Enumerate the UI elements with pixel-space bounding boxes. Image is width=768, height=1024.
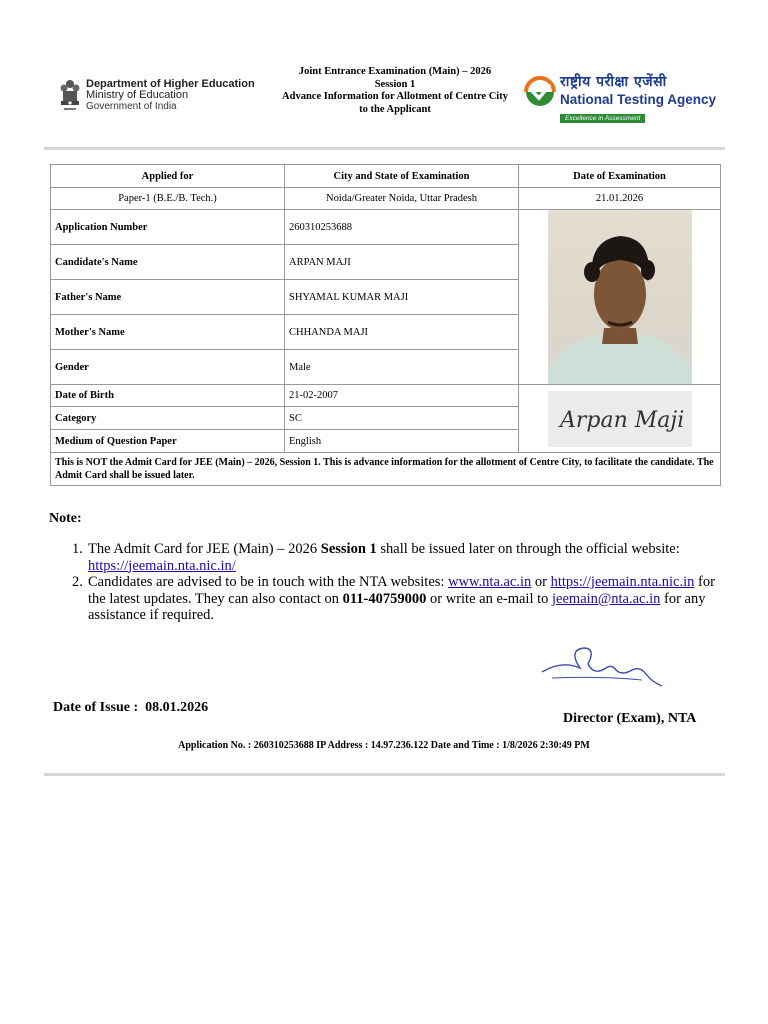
- jeemain-website-link[interactable]: https://jeemain.nta.nic.in/: [88, 557, 236, 574]
- note-text: Candidates are advised to be in touch with the NTA websites:: [88, 574, 449, 590]
- nta-logo-icon: [524, 76, 556, 110]
- nta-tagline: Excellence in Assessment: [560, 114, 645, 123]
- table-row: [51, 385, 721, 407]
- title-line-4: to the Applicant: [359, 103, 431, 115]
- note-bold-text: Session 1: [320, 541, 377, 557]
- moe-branding: [86, 79, 255, 112]
- nta-english-name: National Testing Agency: [560, 92, 717, 107]
- note-text: The Admit Card for JEE (Main) – 2026: [88, 541, 321, 557]
- application-number-value: 260310253688: [285, 210, 519, 245]
- row-label: Category: [51, 407, 285, 430]
- notice-row: [51, 453, 721, 486]
- signature-text: Arpan Maji: [559, 407, 684, 433]
- moe-department: Department of Higher Education: [86, 78, 255, 90]
- applied-for-value: Paper-1 (B.E./B. Tech.): [51, 188, 285, 210]
- candidate-name-value: ARPAN MAJI: [285, 245, 519, 280]
- title-line-2: Session 1: [374, 78, 416, 90]
- nta-branding: [560, 72, 716, 125]
- row-label: Mother's Name: [51, 315, 285, 350]
- candidate-info-table: [50, 164, 721, 486]
- signature-cell: [519, 385, 721, 453]
- note-text: shall be issued later on through the official website:: [376, 541, 680, 557]
- footer-app-label: Application No. :: [178, 740, 252, 751]
- notes-list: [72, 541, 728, 624]
- table-header-row: [51, 165, 721, 188]
- note-text: or: [531, 574, 551, 590]
- national-emblem-icon: [58, 78, 82, 114]
- item-number: 1.: [72, 541, 83, 557]
- father-name-value: SHYAMAL KUMAR MAJI: [285, 280, 519, 315]
- row-label: Gender: [51, 350, 285, 385]
- row-label: Date of Birth: [51, 385, 285, 407]
- issue-label: Date of Issue :: [53, 700, 139, 715]
- row-label: Candidate's Name: [51, 245, 285, 280]
- item-number: 2.: [72, 574, 83, 590]
- director-title: Director (Exam), NTA: [563, 711, 697, 726]
- issue-date: 08.01.2026: [145, 700, 209, 715]
- footer-dt-label: Date and Time :: [430, 740, 500, 751]
- exam-date-value: 21.01.2026: [519, 188, 721, 210]
- list-item: [72, 541, 728, 574]
- admit-card-notice: This is NOT the Admit Card for JEE (Main) – 2026, Session 1. This is advance information for the allotment of Centre City, to facilitate the candidate. The Admit Card shall be issued later.: [51, 453, 721, 486]
- table-row: [51, 210, 721, 245]
- contact-phone: 011-40759000: [342, 590, 427, 607]
- photo-cell: [519, 210, 721, 385]
- header-city-state: City and State of Examination: [285, 165, 519, 188]
- note-text: for any assistance if required.: [88, 590, 706, 623]
- row-label: Father's Name: [51, 280, 285, 315]
- exam-info-row: [51, 188, 721, 210]
- row-label: Medium of Question Paper: [51, 430, 285, 453]
- mother-name-value: CHHANDA MAJI: [285, 315, 519, 350]
- moe-government: Government of India: [86, 101, 177, 112]
- list-item: [72, 574, 728, 624]
- row-label: Application Number: [51, 210, 285, 245]
- footer-ip-value: 14.97.236.122: [370, 740, 429, 751]
- footer-app-value: 260310253688: [253, 740, 314, 751]
- city-state-value: Noida/Greater Noida, Uttar Pradesh: [285, 188, 519, 210]
- note-heading: Note:: [49, 511, 82, 526]
- title-line-3: Advance Information for Allotment of Centre City: [282, 91, 508, 102]
- nta-website-link[interactable]: www.nta.ac.in: [448, 574, 532, 590]
- moe-ministry: Ministry of Education: [86, 89, 189, 101]
- medium-value: English: [285, 430, 519, 453]
- header-applied-for: Applied for: [51, 165, 285, 188]
- bottom-divider: [44, 773, 725, 776]
- note-text: or write an e-mail to: [426, 590, 553, 607]
- gender-value: Male: [285, 350, 519, 385]
- title-line-1: Joint Entrance Examination (Main) – 2026: [298, 66, 492, 77]
- nta-hindi-name: राष्ट्रीय परीक्षा एजेंसी: [560, 74, 667, 90]
- note-text: for the latest updates. They can also contact on: [88, 574, 715, 607]
- top-divider: [44, 147, 725, 150]
- document-title: [262, 66, 528, 116]
- category-value: SC: [285, 407, 519, 430]
- dob-value: 21-02-2007: [285, 385, 519, 407]
- footer-ip-label: IP Address :: [316, 740, 369, 751]
- header-exam-date: Date of Examination: [519, 165, 721, 188]
- director-signature: [522, 642, 712, 694]
- date-of-issue: [53, 700, 208, 716]
- candidate-photo: [548, 210, 692, 384]
- jeemain-link[interactable]: https://jeemain.nta.nic.in: [550, 574, 695, 590]
- email-link[interactable]: jeemain@nta.ac.in: [552, 590, 661, 607]
- footer-dt-value: 1/8/2026 2:30:49 PM: [502, 740, 590, 751]
- footer-metadata: [0, 740, 768, 751]
- candidate-signature: [548, 391, 692, 447]
